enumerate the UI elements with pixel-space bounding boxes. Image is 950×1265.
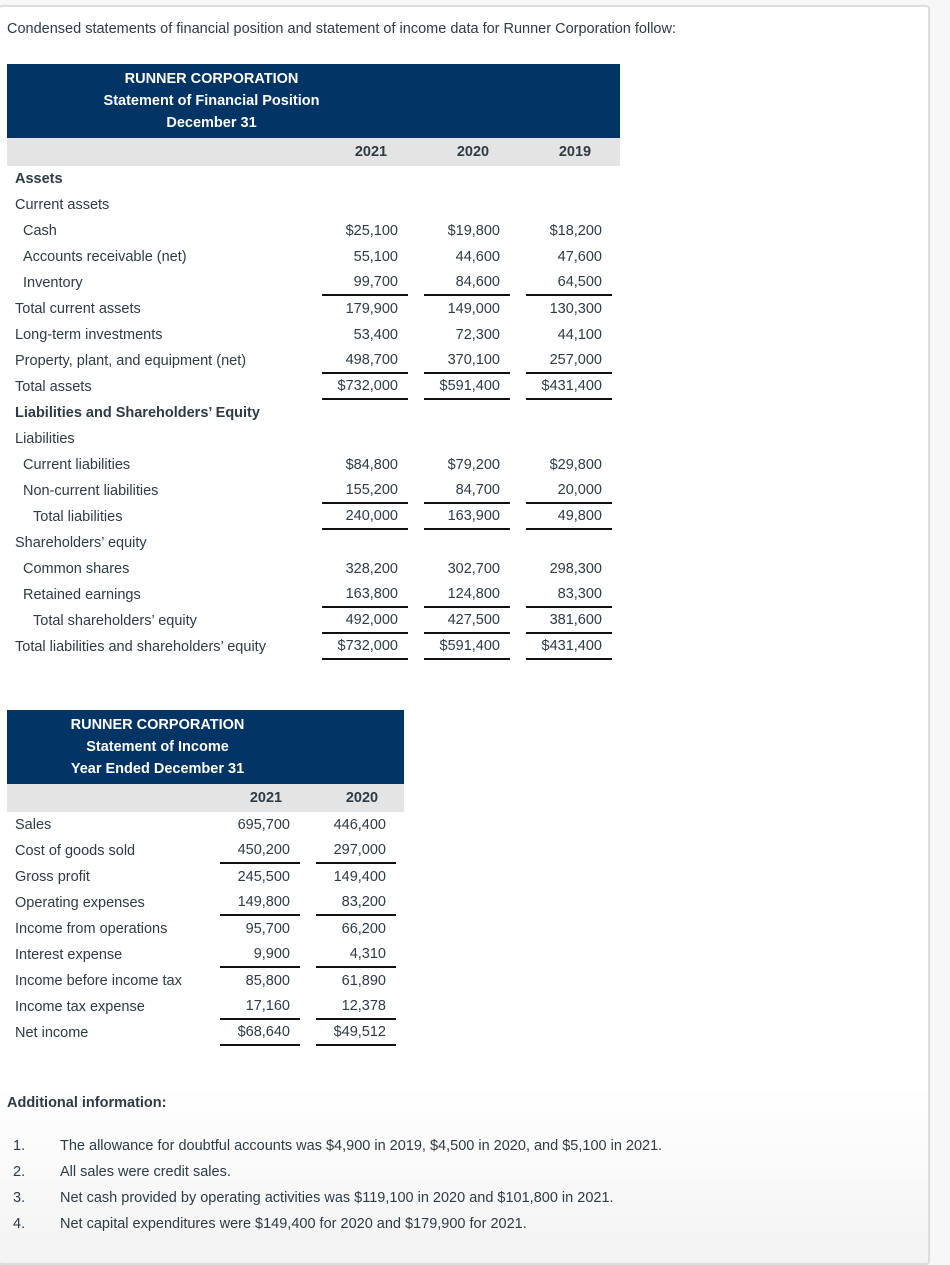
row-value: 85,800 bbox=[245, 973, 290, 989]
value-cell bbox=[314, 296, 416, 322]
row-value: 381,600 bbox=[526, 608, 612, 634]
row-label: Assets bbox=[15, 171, 63, 187]
row-value: 179,900 bbox=[345, 301, 398, 317]
value-cell bbox=[308, 838, 404, 864]
table-row bbox=[7, 812, 404, 838]
value-cell bbox=[308, 968, 404, 994]
row-label: Accounts receivable (net) bbox=[23, 249, 187, 265]
value-cell bbox=[308, 916, 404, 942]
header-filler bbox=[308, 710, 404, 736]
table-row bbox=[7, 192, 620, 218]
row-label: Shareholders’ equity bbox=[15, 535, 147, 551]
value-cell bbox=[416, 582, 518, 608]
row-label: Sales bbox=[15, 817, 52, 833]
table-row bbox=[7, 166, 620, 192]
table-row bbox=[7, 296, 620, 322]
value-cell bbox=[308, 994, 404, 1020]
row-label: Long-term investments bbox=[15, 327, 163, 343]
value-cell bbox=[212, 1020, 308, 1046]
row-value: 498,700 bbox=[322, 348, 408, 374]
row-value: $431,400 bbox=[526, 374, 612, 400]
item-number: 1. bbox=[13, 1138, 26, 1154]
table-row bbox=[7, 916, 404, 942]
value-cell bbox=[314, 504, 416, 530]
table-row bbox=[7, 608, 620, 634]
value-cell bbox=[416, 244, 518, 270]
value-cell bbox=[308, 890, 404, 916]
value-cell bbox=[518, 270, 620, 296]
row-value: 124,800 bbox=[424, 582, 510, 608]
additional-info-item bbox=[0, 1138, 662, 1164]
value-cell bbox=[416, 270, 518, 296]
year-header-row bbox=[7, 138, 620, 166]
statement-title-line: Statement of Income bbox=[86, 739, 229, 755]
row-value: 53,400 bbox=[353, 327, 398, 343]
row-value: 245,500 bbox=[237, 869, 290, 885]
value-cell bbox=[416, 166, 518, 192]
value-cell bbox=[314, 426, 416, 452]
row-label: Cost of goods sold bbox=[15, 843, 136, 859]
value-cell bbox=[314, 322, 416, 348]
row-value: $732,000 bbox=[322, 634, 408, 660]
row-label: Current assets bbox=[15, 197, 110, 213]
value-cell bbox=[416, 400, 518, 426]
value-cell bbox=[518, 166, 620, 192]
value-cell bbox=[212, 864, 308, 890]
row-value: 95,700 bbox=[245, 921, 290, 937]
statement-title-line: RUNNER CORPORATION bbox=[124, 71, 299, 87]
value-cell bbox=[314, 218, 416, 244]
value-cell bbox=[416, 504, 518, 530]
value-cell bbox=[212, 942, 308, 968]
row-value: 49,800 bbox=[526, 504, 612, 530]
row-value: 83,300 bbox=[526, 582, 612, 608]
statement-title-row bbox=[7, 736, 404, 758]
table-row bbox=[7, 864, 404, 890]
statement-title-row bbox=[7, 710, 404, 736]
row-value: 9,900 bbox=[220, 942, 300, 968]
row-value: $18,200 bbox=[549, 223, 602, 239]
value-cell bbox=[416, 634, 518, 660]
row-value: $591,400 bbox=[424, 374, 510, 400]
row-value: 64,500 bbox=[526, 270, 612, 296]
value-cell bbox=[518, 556, 620, 582]
row-value: $49,512 bbox=[316, 1020, 396, 1046]
header-filler bbox=[416, 112, 620, 138]
statement-of-financial-position bbox=[7, 64, 620, 660]
row-label: Property, plant, and equipment (net) bbox=[15, 353, 247, 369]
statement-of-income bbox=[7, 710, 404, 1046]
item-text: Net capital expenditures were $149,400 for 2020 and $179,900 for 2021. bbox=[60, 1216, 527, 1232]
row-value: 47,600 bbox=[557, 249, 602, 265]
year-header: 2020 bbox=[416, 138, 518, 166]
row-value: 44,600 bbox=[455, 249, 500, 265]
row-label: Liabilities bbox=[15, 431, 75, 447]
value-cell bbox=[314, 374, 416, 400]
value-cell bbox=[518, 478, 620, 504]
row-label: Liabilities and Shareholders’ Equity bbox=[15, 405, 260, 421]
value-cell bbox=[212, 812, 308, 838]
row-value: 61,890 bbox=[341, 973, 386, 989]
row-value: 163,900 bbox=[424, 504, 510, 530]
row-value: 302,700 bbox=[447, 561, 500, 577]
row-value: 450,200 bbox=[220, 838, 300, 864]
value-cell bbox=[416, 374, 518, 400]
row-label: Cash bbox=[23, 223, 57, 239]
statement-title-line: Year Ended December 31 bbox=[70, 761, 245, 777]
value-cell bbox=[314, 166, 416, 192]
row-label: Operating expenses bbox=[15, 895, 145, 911]
table-row bbox=[7, 270, 620, 296]
value-cell bbox=[314, 270, 416, 296]
additional-info-item bbox=[0, 1190, 662, 1216]
value-cell bbox=[308, 812, 404, 838]
item-number: 4. bbox=[13, 1216, 26, 1232]
value-cell bbox=[314, 452, 416, 478]
table-row bbox=[7, 400, 620, 426]
value-cell bbox=[416, 608, 518, 634]
row-label: Gross profit bbox=[15, 869, 90, 885]
intro-text: Condensed statements of financial position and statement of income data for Runner Corporation follow: bbox=[7, 21, 676, 37]
row-value: 99,700 bbox=[322, 270, 408, 296]
table-row bbox=[7, 244, 620, 270]
value-cell bbox=[212, 994, 308, 1020]
row-label: Inventory bbox=[23, 275, 83, 291]
value-cell bbox=[518, 582, 620, 608]
value-cell bbox=[416, 530, 518, 556]
value-cell bbox=[416, 322, 518, 348]
row-value: $29,800 bbox=[549, 457, 602, 473]
header-filler bbox=[416, 64, 620, 90]
table-row bbox=[7, 374, 620, 400]
table-row bbox=[7, 478, 620, 504]
row-label: Total assets bbox=[15, 379, 92, 395]
row-value: 695,700 bbox=[237, 817, 290, 833]
value-cell bbox=[308, 1020, 404, 1046]
additional-info-list bbox=[0, 1138, 662, 1242]
year-header-blank bbox=[7, 784, 212, 812]
row-value: 12,378 bbox=[316, 994, 396, 1020]
row-value: $591,400 bbox=[424, 634, 510, 660]
table-row bbox=[7, 504, 620, 530]
item-number: 3. bbox=[13, 1190, 26, 1206]
row-label: Common shares bbox=[23, 561, 130, 577]
additional-info-heading: Additional information: bbox=[7, 1095, 167, 1111]
value-cell bbox=[416, 452, 518, 478]
year-header: 2021 bbox=[212, 784, 308, 812]
table-row bbox=[7, 322, 620, 348]
value-cell bbox=[518, 296, 620, 322]
row-label: Income from operations bbox=[15, 921, 168, 937]
statement-title-row bbox=[7, 758, 404, 784]
row-value: 257,000 bbox=[526, 348, 612, 374]
table-row bbox=[7, 634, 620, 660]
row-label: Interest expense bbox=[15, 947, 123, 963]
value-cell bbox=[212, 916, 308, 942]
table-row bbox=[7, 556, 620, 582]
row-value: $431,400 bbox=[526, 634, 612, 660]
additional-info-item bbox=[0, 1164, 662, 1190]
statement-title-row bbox=[7, 64, 620, 90]
row-value: 55,100 bbox=[353, 249, 398, 265]
value-cell bbox=[518, 374, 620, 400]
statement-title-row bbox=[7, 112, 620, 138]
table-row bbox=[7, 968, 404, 994]
table-row bbox=[7, 942, 404, 968]
value-cell bbox=[314, 530, 416, 556]
value-cell bbox=[518, 634, 620, 660]
row-value: $84,800 bbox=[345, 457, 398, 473]
row-value: 427,500 bbox=[424, 608, 510, 634]
year-header-blank bbox=[7, 138, 314, 166]
value-cell bbox=[314, 192, 416, 218]
row-value: 20,000 bbox=[526, 478, 612, 504]
row-value: 328,200 bbox=[345, 561, 398, 577]
row-value: $732,000 bbox=[322, 374, 408, 400]
value-cell bbox=[314, 478, 416, 504]
value-cell bbox=[416, 296, 518, 322]
row-label: Total liabilities and shareholders’ equity bbox=[15, 639, 266, 655]
table-row bbox=[7, 348, 620, 374]
table-row bbox=[7, 994, 404, 1020]
row-label: Total shareholders’ equity bbox=[33, 613, 197, 629]
value-cell bbox=[518, 322, 620, 348]
row-value: 72,300 bbox=[455, 327, 500, 343]
statement-title-row bbox=[7, 90, 620, 112]
row-label: Income before income tax bbox=[15, 973, 182, 989]
row-value: 370,100 bbox=[424, 348, 510, 374]
value-cell bbox=[416, 348, 518, 374]
row-value: 297,000 bbox=[316, 838, 396, 864]
value-cell bbox=[518, 348, 620, 374]
row-value: 84,700 bbox=[424, 478, 510, 504]
table-row bbox=[7, 218, 620, 244]
value-cell bbox=[518, 426, 620, 452]
row-value: $25,100 bbox=[345, 223, 398, 239]
value-cell bbox=[314, 244, 416, 270]
row-label: Non-current liabilities bbox=[23, 483, 159, 499]
value-cell bbox=[416, 556, 518, 582]
table-row bbox=[7, 452, 620, 478]
item-text: Net cash provided by operating activities was $119,100 in 2020 and $101,800 in 2021. bbox=[60, 1190, 614, 1206]
value-cell bbox=[314, 556, 416, 582]
table-row bbox=[7, 426, 620, 452]
row-value: 240,000 bbox=[322, 504, 408, 530]
value-cell bbox=[518, 530, 620, 556]
header-filler bbox=[308, 758, 404, 784]
value-cell bbox=[416, 218, 518, 244]
table-row bbox=[7, 582, 620, 608]
row-label: Total current assets bbox=[15, 301, 141, 317]
row-value: 149,800 bbox=[220, 890, 300, 916]
item-text: The allowance for doubtful accounts was $4,900 in 2019, $4,500 in 2020, and $5,100 in 2021. bbox=[60, 1138, 663, 1154]
row-value: 149,000 bbox=[447, 301, 500, 317]
row-label: Net income bbox=[15, 1025, 89, 1041]
item-number: 2. bbox=[13, 1164, 26, 1180]
table-row bbox=[7, 890, 404, 916]
value-cell bbox=[308, 942, 404, 968]
row-value: 446,400 bbox=[333, 817, 386, 833]
row-label: Retained earnings bbox=[23, 587, 141, 603]
value-cell bbox=[314, 400, 416, 426]
year-header: 2019 bbox=[518, 138, 620, 166]
additional-info-item bbox=[0, 1216, 662, 1242]
value-cell bbox=[518, 504, 620, 530]
statement-title-line: RUNNER CORPORATION bbox=[70, 717, 245, 733]
row-value: 17,160 bbox=[220, 994, 300, 1020]
value-cell bbox=[416, 192, 518, 218]
row-value: 44,100 bbox=[557, 327, 602, 343]
value-cell bbox=[212, 838, 308, 864]
row-value: 298,300 bbox=[549, 561, 602, 577]
row-value: 83,200 bbox=[316, 890, 396, 916]
statement-title-line: Statement of Financial Position bbox=[103, 93, 320, 109]
row-value: 163,800 bbox=[322, 582, 408, 608]
row-value: 149,400 bbox=[333, 869, 386, 885]
row-value: 155,200 bbox=[322, 478, 408, 504]
year-header: 2020 bbox=[308, 784, 404, 812]
statement-title-line: December 31 bbox=[166, 115, 257, 131]
row-value: 66,200 bbox=[341, 921, 386, 937]
table-row bbox=[7, 838, 404, 864]
value-cell bbox=[416, 426, 518, 452]
header-filler bbox=[416, 90, 620, 112]
value-cell bbox=[518, 400, 620, 426]
value-cell bbox=[518, 452, 620, 478]
value-cell bbox=[416, 478, 518, 504]
row-value: 84,600 bbox=[424, 270, 510, 296]
row-value: 492,000 bbox=[322, 608, 408, 634]
table-row bbox=[7, 1020, 404, 1046]
row-value: $79,200 bbox=[447, 457, 500, 473]
year-header-row bbox=[7, 784, 404, 812]
value-cell bbox=[308, 864, 404, 890]
row-label: Income tax expense bbox=[15, 999, 145, 1015]
value-cell bbox=[314, 634, 416, 660]
item-text: All sales were credit sales. bbox=[60, 1164, 231, 1180]
value-cell bbox=[314, 608, 416, 634]
row-value: $19,800 bbox=[447, 223, 500, 239]
row-label: Current liabilities bbox=[23, 457, 131, 473]
table-row bbox=[7, 530, 620, 556]
header-filler bbox=[308, 736, 404, 758]
year-header: 2021 bbox=[314, 138, 416, 166]
row-value: 130,300 bbox=[549, 301, 602, 317]
row-value: $68,640 bbox=[220, 1020, 300, 1046]
value-cell bbox=[212, 968, 308, 994]
value-cell bbox=[518, 218, 620, 244]
value-cell bbox=[518, 608, 620, 634]
value-cell bbox=[518, 244, 620, 270]
value-cell bbox=[518, 192, 620, 218]
row-label: Total liabilities bbox=[33, 509, 123, 525]
value-cell bbox=[212, 890, 308, 916]
value-cell bbox=[314, 582, 416, 608]
row-value: 4,310 bbox=[316, 942, 396, 968]
value-cell bbox=[314, 348, 416, 374]
